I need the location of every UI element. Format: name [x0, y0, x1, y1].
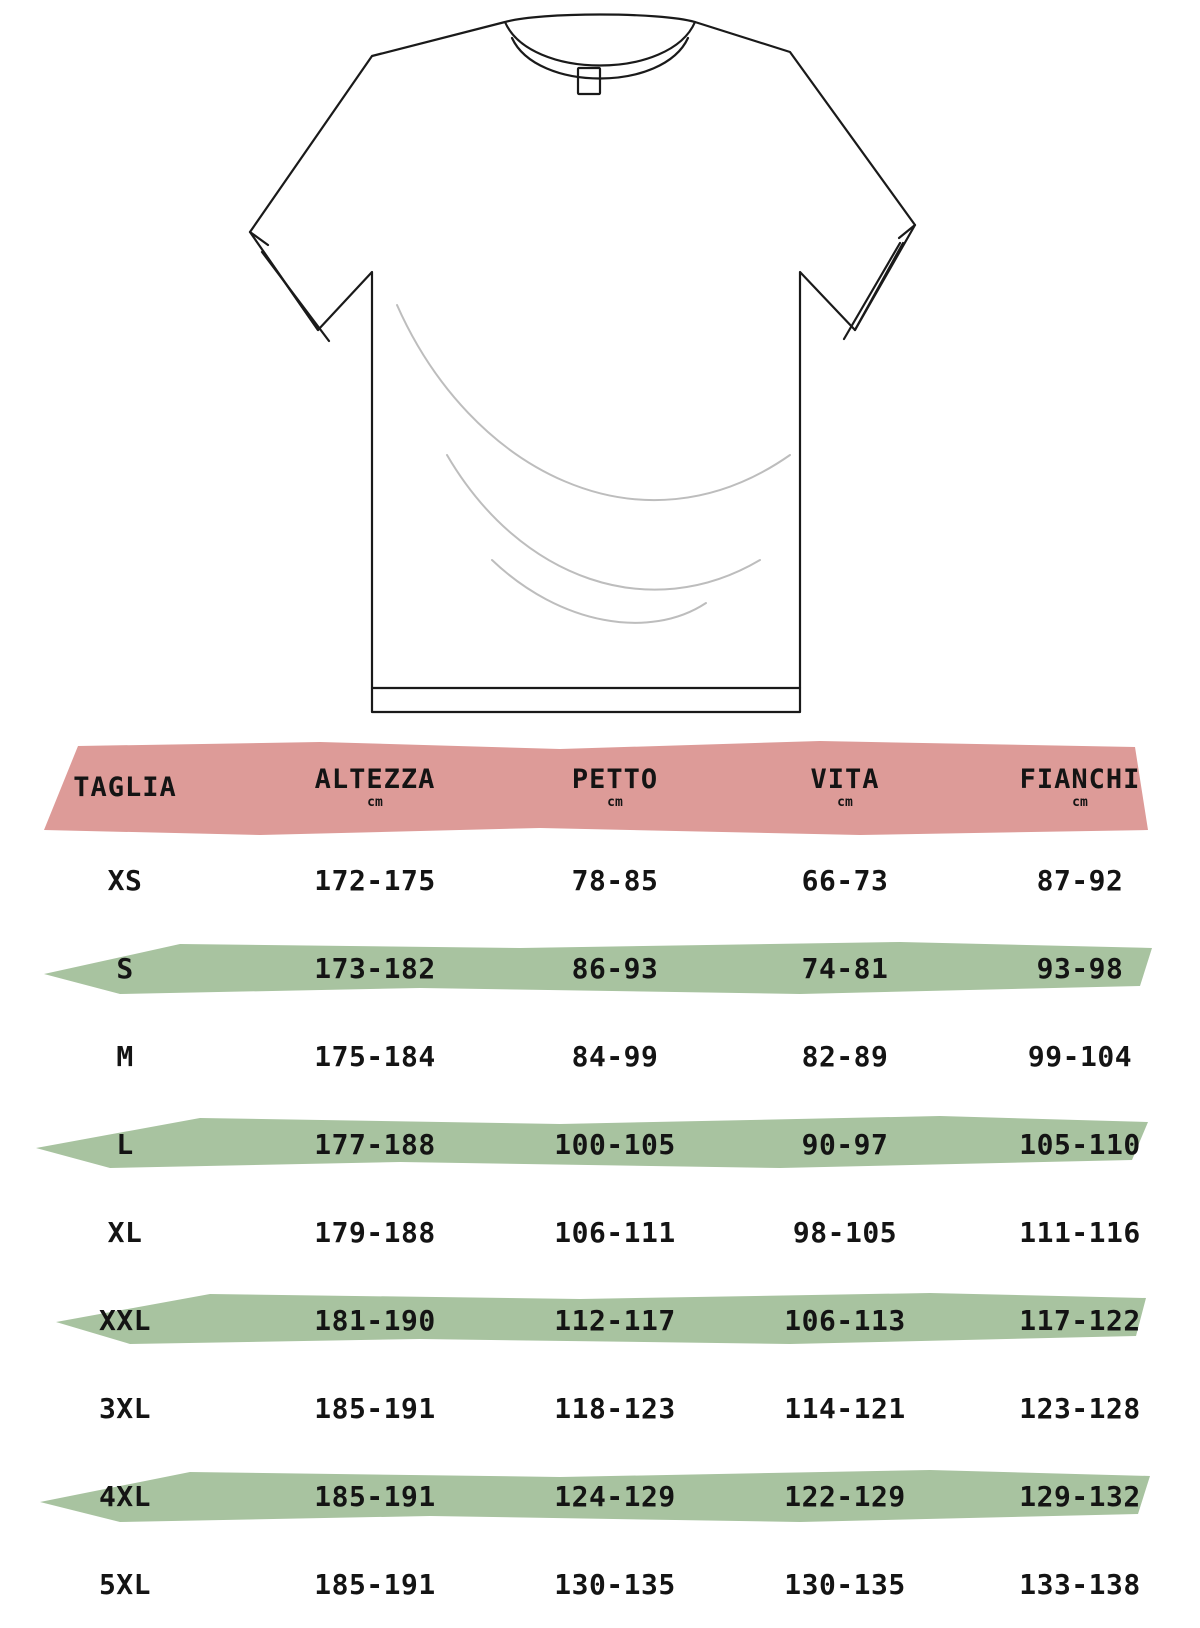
column-header-petto-label: PETTO — [571, 764, 659, 795]
cell-altezza: 185-191 — [314, 1567, 436, 1601]
cell-fianchi: 129-132 — [1019, 1479, 1141, 1513]
table-row — [0, 1012, 1200, 1100]
cell-petto: 130-135 — [554, 1567, 676, 1601]
tshirt-illustration — [0, 0, 1200, 740]
cell-altezza: 185-191 — [314, 1391, 436, 1425]
cell-taglia: XL — [107, 1215, 143, 1249]
cell-vita: 74-81 — [801, 951, 889, 985]
column-header-altezza-unit: cm — [367, 795, 383, 811]
cell-vita: 106-113 — [784, 1303, 906, 1337]
cell-altezza: 185-191 — [314, 1479, 436, 1513]
cell-petto: 78-85 — [571, 863, 659, 897]
cell-vita: 82-89 — [801, 1039, 889, 1073]
cell-altezza: 175-184 — [314, 1039, 436, 1073]
cell-petto: 86-93 — [571, 951, 659, 985]
cell-altezza: 181-190 — [314, 1303, 436, 1337]
cell-vita: 122-129 — [784, 1479, 906, 1513]
column-header-fianchi-label: FIANCHI — [1019, 764, 1141, 795]
cell-taglia: 4XL — [98, 1479, 152, 1513]
column-header-petto — [500, 766, 730, 810]
column-header-taglia — [0, 771, 250, 803]
cell-petto: 124-129 — [554, 1479, 676, 1513]
column-header-taglia-label: TAGLIA — [73, 771, 177, 803]
table-row — [0, 1452, 1200, 1540]
cell-fianchi: 123-128 — [1019, 1391, 1141, 1425]
cell-taglia: L — [116, 1127, 134, 1161]
cell-altezza: 179-188 — [314, 1215, 436, 1249]
column-header-vita — [730, 766, 960, 810]
cell-taglia: XS — [107, 863, 143, 897]
column-header-petto-unit: cm — [607, 795, 623, 811]
cell-petto: 106-111 — [554, 1215, 676, 1249]
cell-petto: 84-99 — [571, 1039, 659, 1073]
table-header-row — [0, 740, 1200, 836]
table-row — [0, 1188, 1200, 1276]
cell-petto: 100-105 — [554, 1127, 676, 1161]
cell-fianchi: 105-110 — [1019, 1127, 1141, 1161]
cell-vita: 114-121 — [784, 1391, 906, 1425]
table-row — [0, 1276, 1200, 1364]
cell-fianchi: 87-92 — [1036, 863, 1124, 897]
table-row — [0, 836, 1200, 924]
cell-altezza: 172-175 — [314, 863, 436, 897]
cell-vita: 66-73 — [801, 863, 889, 897]
cell-fianchi: 117-122 — [1019, 1303, 1141, 1337]
cell-fianchi: 93-98 — [1036, 951, 1124, 985]
cell-fianchi: 99-104 — [1027, 1039, 1133, 1073]
cell-altezza: 177-188 — [314, 1127, 436, 1161]
cell-altezza: 173-182 — [314, 951, 436, 985]
cell-fianchi: 133-138 — [1019, 1567, 1141, 1601]
table-row — [0, 1540, 1200, 1628]
cell-taglia: XXL — [98, 1303, 152, 1337]
column-header-vita-label: VITA — [810, 764, 880, 795]
cell-taglia: S — [116, 951, 134, 985]
size-table — [0, 740, 1200, 1601]
cell-fianchi: 111-116 — [1019, 1215, 1141, 1249]
column-header-fianchi-unit: cm — [1072, 795, 1088, 811]
table-row — [0, 1364, 1200, 1452]
table-row — [0, 924, 1200, 1012]
cell-taglia: 5XL — [98, 1567, 152, 1601]
column-header-altezza-label: ALTEZZA — [314, 764, 436, 795]
cell-vita: 98-105 — [792, 1215, 898, 1249]
cell-taglia: 3XL — [98, 1391, 152, 1425]
column-header-vita-unit: cm — [837, 795, 853, 811]
cell-petto: 112-117 — [554, 1303, 676, 1337]
table-row — [0, 1100, 1200, 1188]
column-header-fianchi — [960, 766, 1200, 810]
cell-vita: 90-97 — [801, 1127, 889, 1161]
cell-vita: 130-135 — [784, 1567, 906, 1601]
column-header-altezza — [250, 766, 500, 810]
cell-taglia: M — [116, 1039, 134, 1073]
cell-petto: 118-123 — [554, 1391, 676, 1425]
